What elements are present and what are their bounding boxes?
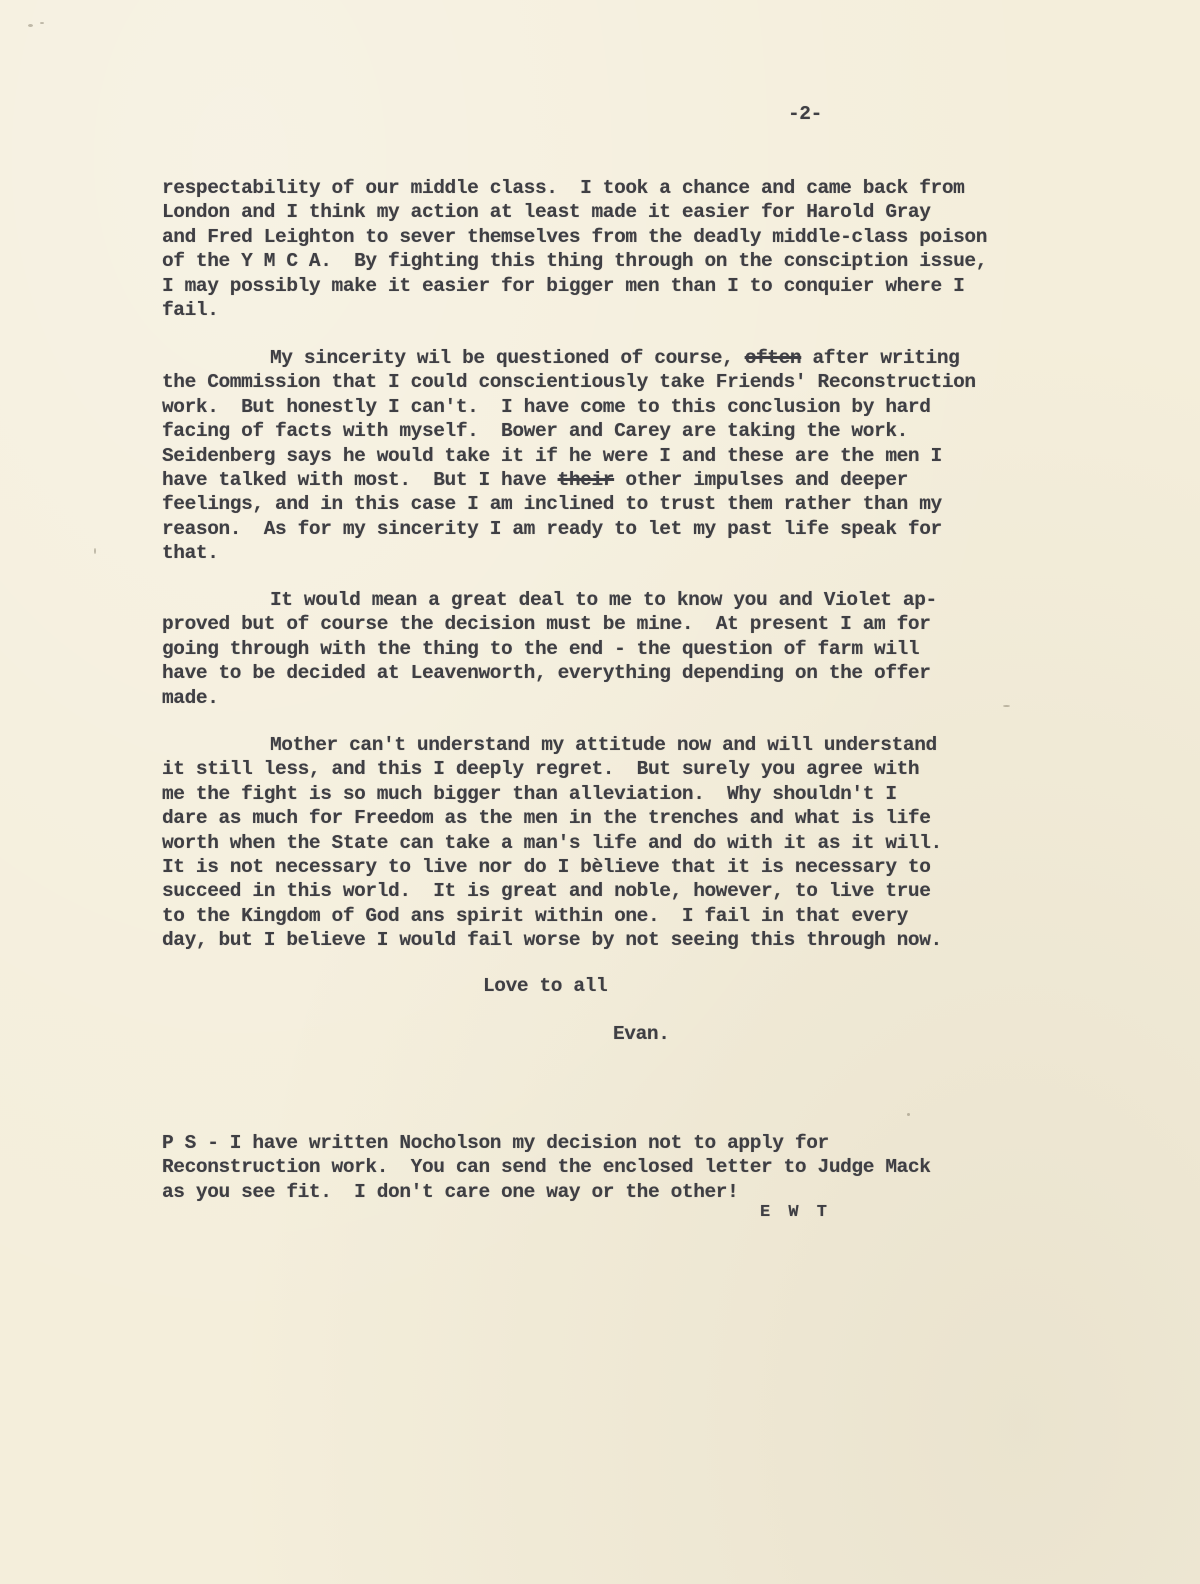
- paragraph-2-line: work. But honestly I can't. I have come to this conclusion by hard: [162, 395, 931, 418]
- paragraph-2: [162, 346, 976, 566]
- paper-speck: [907, 1113, 910, 1116]
- paragraph-1-line: and Fred Leighton to sever themselves from the deadly middle-class poison: [162, 225, 988, 248]
- paragraph-3-text: It would mean a great deal to me to know you and Violet ap-: [270, 589, 937, 611]
- paragraph-2-text: after writing: [801, 347, 960, 369]
- paragraph-4: [162, 733, 942, 953]
- paragraph-2-text: have talked with most. But I have: [162, 469, 558, 492]
- paragraph-4-line: It is not necessary to live nor do I bèlieve that it is necessary to: [162, 856, 931, 879]
- paragraph-3-line: [162, 588, 937, 612]
- paragraph-1-line: fail.: [162, 299, 219, 322]
- paragraph-4-line: to the Kingdom of God ans spirit within one. I fail in that every: [162, 904, 908, 927]
- paragraph-1-line: of the Y M C A. By fighting this thing through on the consciption issue,: [162, 250, 988, 273]
- page-number: -2-: [788, 103, 822, 125]
- paragraph-4-line: me the fight is so much bigger than alleviation. Why shouldn't I: [162, 782, 897, 805]
- paragraph-4-text: Mother can't understand my attitude now and will understand: [270, 734, 937, 756]
- paper-speck: [94, 548, 96, 554]
- postscript-line: as you see fit. I don't care one way or the other!: [162, 1180, 739, 1203]
- postscript-line: P S - I have written Nocholson my decision not to apply for: [162, 1132, 829, 1154]
- paragraph-4-line: day, but I believe I would fail worse by not seeing this through now.: [162, 929, 942, 952]
- paragraph-3-line: made.: [162, 686, 219, 709]
- paragraph-3: [162, 588, 937, 710]
- paragraph-2-line: Seidenberg says he would take it if he were I and these are the men I: [162, 444, 942, 467]
- paragraph-4-line: [162, 733, 942, 757]
- paragraph-3-line: proved but of course the decision must be mine. At present I am for: [162, 613, 931, 636]
- paragraph-1-line: London and I think my action at least made it easier for Harold Gray: [162, 201, 931, 224]
- paragraph-1-line: I may possibly make it easier for bigger men than I to conquier where I: [162, 274, 965, 297]
- paragraph-1: [162, 176, 987, 322]
- closing: Love to all: [483, 975, 608, 997]
- struck-word: often: [744, 347, 802, 369]
- paragraph-2-text: other impulses and deeper: [614, 469, 908, 492]
- paragraph-4-line: it still less, and this I deeply regret. But surely you agree with: [162, 758, 920, 781]
- paragraph-3-line: going through with the thing to the end - the question of farm will: [162, 637, 920, 660]
- paragraph-3-line: have to be decided at Leavenworth, everything depending on the offer: [162, 662, 931, 685]
- paragraph-2-line: that.: [162, 542, 219, 565]
- paragraph-2-line: reason. As for my sincerity I am ready to let my past life speak for: [162, 517, 942, 540]
- signature: Evan.: [613, 1023, 670, 1045]
- paragraph-4-line: succeed in this world. It is great and noble, however, to live true: [162, 880, 931, 903]
- paragraph-2-line: the Commission that I could conscientiously take Friends' Reconstruction: [162, 371, 976, 394]
- initials: E W T: [760, 1203, 832, 1222]
- paragraph-4-line: worth when the State can take a man's life and do with it as it will.: [162, 831, 942, 854]
- struck-word: their: [557, 469, 615, 492]
- paragraph-2-line: feelings, and in this case I am inclined to trust them rather than my: [162, 493, 942, 516]
- paragraph-2-text: My sincerity wil be questioned of course,: [270, 347, 745, 369]
- postscript: [162, 1131, 931, 1204]
- paper-speck: [1003, 705, 1010, 707]
- paper-speck: [28, 24, 33, 27]
- paper-speck: [40, 22, 44, 24]
- paragraph-2-line: facing of facts with myself. Bower and Carey are taking the work.: [162, 420, 908, 443]
- paragraph-2-line: [162, 468, 976, 492]
- paragraph-1-line: respectability of our middle class. I took a chance and came back from: [162, 177, 965, 199]
- paragraph-4-line: dare as much for Freedom as the men in the trenches and what is life: [162, 807, 931, 830]
- paragraph-2-line: [162, 346, 976, 370]
- postscript-line: Reconstruction work. You can send the enclosed letter to Judge Mack: [162, 1156, 931, 1179]
